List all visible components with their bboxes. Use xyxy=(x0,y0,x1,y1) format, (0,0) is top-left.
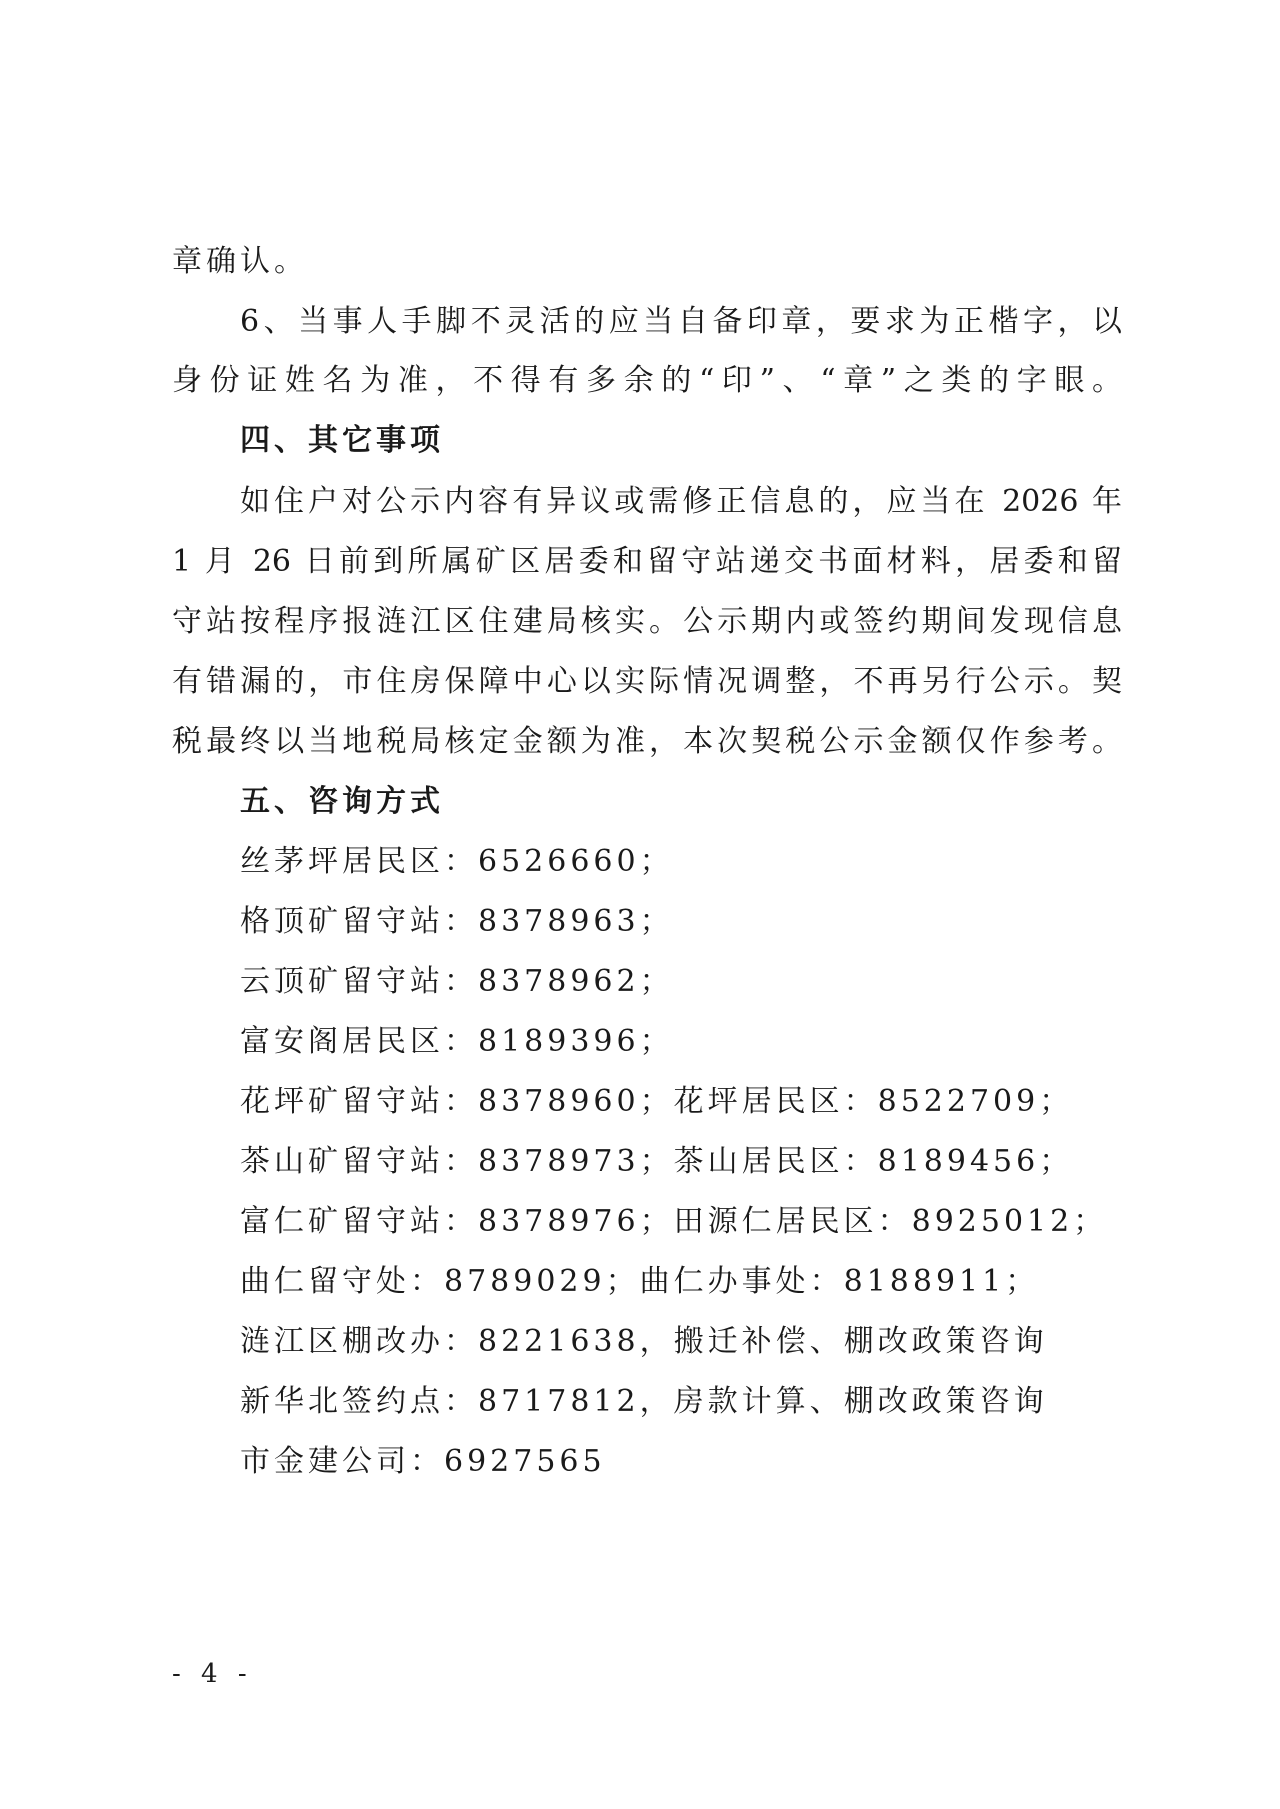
contact-line: 丝茅坪居民区：6526660； xyxy=(240,844,674,879)
item-6-line-1: 6、当事人手脚不灵活的应当自备印章，要求为正楷字，以 xyxy=(240,304,1122,339)
contact-line: 涟江区棚改办：8221638，搬迁补偿、棚改政策咨询 xyxy=(240,1324,1048,1359)
contact-line: 富仁矿留守站：8378976；田源仁居民区：8925012； xyxy=(240,1204,1108,1239)
contact-line: 花坪矿留守站：8378960；花坪居民区：8522709； xyxy=(240,1084,1074,1119)
contact-line: 富安阁居民区：8189396； xyxy=(240,1024,674,1059)
contact-line: 格顶矿留守站：8378963； xyxy=(240,904,674,939)
section-4-line: 有错漏的，市住房保障中心以实际情况调整，不再另行公示。契 xyxy=(172,664,1122,699)
section-4-line: 如住户对公示内容有异议或需修正信息的，应当在 2026 年 xyxy=(240,484,1122,519)
section-4-line: 1 月 26 日前到所属矿区居委和留守站递交书面材料，居委和留 xyxy=(172,544,1122,579)
section-5-heading: 五、咨询方式 xyxy=(240,784,444,819)
page-number: - 4 - xyxy=(172,1659,253,1689)
section-4-heading: 四、其它事项 xyxy=(240,423,444,458)
item-6-line-2: 身份证姓名为准，不得有多余的“印”、“章”之类的字眼。 xyxy=(172,363,1122,398)
contact-line: 云顶矿留守站：8378962； xyxy=(240,964,674,999)
contact-line: 曲仁留守处：8789029；曲仁办事处：8188911； xyxy=(240,1264,1040,1299)
contact-line: 新华北签约点：8717812，房款计算、棚改政策咨询 xyxy=(240,1384,1048,1419)
contact-line: 市金建公司：6927565 xyxy=(240,1444,606,1479)
section-4-line: 守站按程序报涟江区住建局核实。公示期内或签约期间发现信息 xyxy=(172,604,1122,639)
paragraph-line: 章确认。 xyxy=(172,244,308,279)
contact-line: 茶山矿留守站：8378973；茶山居民区：8189456； xyxy=(240,1144,1074,1179)
section-4-line: 税最终以当地税局核定金额为准，本次契税公示金额仅作参考。 xyxy=(172,724,1122,759)
